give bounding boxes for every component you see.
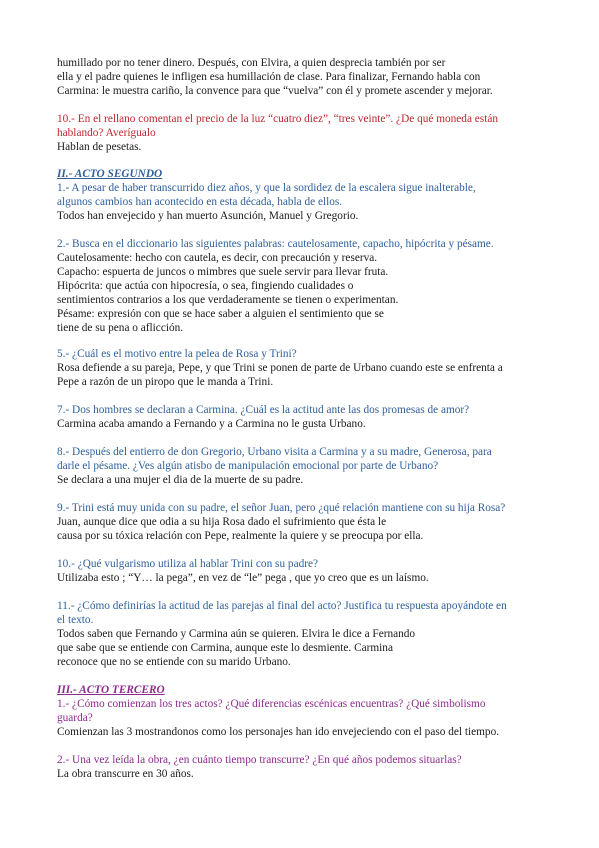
question-text: algunos cambios han acontecido en esta década, habla de ellos. — [57, 196, 343, 208]
section-heading: II.- ACTO SEGUNDO — [57, 168, 163, 180]
question-text: 11.- ¿Cómo definirías la actitud de las parejas al final del acto? Justifica tu respuesta apoyándote en — [57, 600, 507, 612]
section-heading: III.- ACTO TERCERO — [57, 684, 165, 696]
question-text: 1.- A pesar de haber transcurrido diez años, y que la sordidez de la escalera sigue inalterable, — [57, 182, 476, 194]
question-text: guarda? — [57, 712, 93, 724]
answer-text: Pepe a razón de un piropo que le manda a Trini. — [57, 376, 274, 388]
answer-text: Comienzan las 3 mostrandonos como los personajes han ido envejeciendo con el paso del tiempo. — [57, 726, 500, 738]
answer-text: Juan, aunque dice que odia a su hija Rosa dado el sufrimiento que ésta le — [57, 516, 387, 528]
answer-text: Todos han envejecido y han muerto Asunción, Manuel y Gregorio. — [57, 210, 359, 222]
text-line: ella y el padre quienes le infligen esa humillación de clase. Para finalizar, Fernando habla con — [57, 71, 481, 83]
question-text: 10.- En el rellano comentan el precio de la luz “cuatro diez”, “tres veinte”. ¿De qué moneda están — [57, 113, 498, 125]
act3-heading — [57, 683, 543, 697]
question-text: hablando? Averígualo — [57, 127, 156, 139]
question-block-10a — [57, 112, 543, 154]
answer-text: Capacho: espuerta de juncos o mimbres que suele servir para llevar fruta. — [57, 266, 389, 278]
question-text: 7.- Dos hombres se declaran a Carmina. ¿Cuál es la actitud ante las dos promesas de amor? — [57, 404, 470, 416]
question-text: darle el pésame. ¿Ves algún atisbo de manipulación emocional por parte de Urbano? — [57, 460, 439, 472]
question-text: 8.- Después del entierro de don Gregorio, Urbano visita a Carmina y a su madre, Generosa, para — [57, 446, 492, 458]
act2-question-10 — [57, 557, 543, 585]
answer-text: que sabe que se entiende con Carmina, aunque este lo desmiente. Carmina — [57, 642, 393, 654]
act3-question-2 — [57, 753, 543, 781]
act2-question-9 — [57, 501, 543, 543]
act2-question-8 — [57, 445, 543, 487]
act2-question-1 — [57, 181, 543, 223]
answer-text: Pésame: expresión con que se hace saber a alguien el sentimiento que se — [57, 308, 384, 320]
answer-text: sentimientos contrarios a los que verdaderamente se tienen o experimentan. — [57, 294, 399, 306]
question-text: el texto. — [57, 614, 94, 626]
act2-question-5 — [57, 347, 543, 389]
answer-text: causa por su tóxica relación con Pepe, realmente la quiere y se preocupa por ella. — [57, 530, 424, 542]
question-text: 10.- ¿Qué vulgarismo utiliza al hablar Trini con su padre? — [57, 558, 319, 570]
answer-text: tiene de su pena o aflicción. — [57, 322, 184, 334]
act2-heading — [57, 167, 543, 181]
text-line: humillado por no tener dinero. Después, con Elvira, a quien desprecia también por ser — [57, 57, 446, 69]
answer-text: Cautelosamente: hecho con cautela, es decir, con precaución y reserva. — [57, 252, 378, 264]
question-text: 1.- ¿Cómo comienzan los tres actos? ¿Qué diferencias escénicas encuentras? ¿Qué simbolismo — [57, 698, 486, 710]
answer-text: Hipócrita: que actúa con hipocresía, o sea, fingiendo cualidades o — [57, 280, 354, 292]
answer-text: Rosa defiende a su pareja, Pepe, y que Trini se ponen de parte de Urbano cuando este se enfrenta a — [57, 362, 503, 374]
answer-text: Utilizaba esto ; “Y… la pega”, en vez de “le” pega , que yo creo que es un laísmo. — [57, 572, 429, 584]
answer-text: Todos saben que Fernando y Carmina aún se quieren. Elvira le dice a Fernando — [57, 628, 416, 640]
answer-text: reconoce que no se entiende con su marido Urbano. — [57, 656, 291, 668]
question-text: 9.- Trini está muy unida con su padre, el señor Juan, pero ¿qué relación mantiene con su hija Rosa? — [57, 502, 506, 514]
question-text: 5.- ¿Cuál es el motivo entre la pelea de Rosa y Trini? — [57, 348, 297, 360]
answer-text: Carmina acaba amando a Fernando y a Carmina no le gusta Urbano. — [57, 418, 366, 430]
answer-text: La obra transcurre en 30 años. — [57, 768, 194, 780]
act2-question-11 — [57, 599, 543, 669]
act3-question-1 — [57, 697, 543, 739]
intro-paragraph — [57, 56, 543, 98]
answer-text: Se declara a una mujer el dia de la muerte de su padre. — [57, 474, 304, 486]
question-text: 2.- Una vez leída la obra, ¿en cuánto tiempo transcurre? ¿En qué años podemos situarlas? — [57, 754, 462, 766]
act2-question-7 — [57, 403, 543, 431]
act2-question-2 — [57, 237, 543, 335]
question-text: 2.- Busca en el diccionario las siguientes palabras: cautelosamente, capacho, hipócrita y pésame. — [57, 238, 494, 250]
text-line: Carmina: le muestra cariño, la convence para que “vuelva” con él y promete ascender y mejorar. — [57, 85, 493, 97]
answer-text: Hablan de pesetas. — [57, 141, 142, 153]
